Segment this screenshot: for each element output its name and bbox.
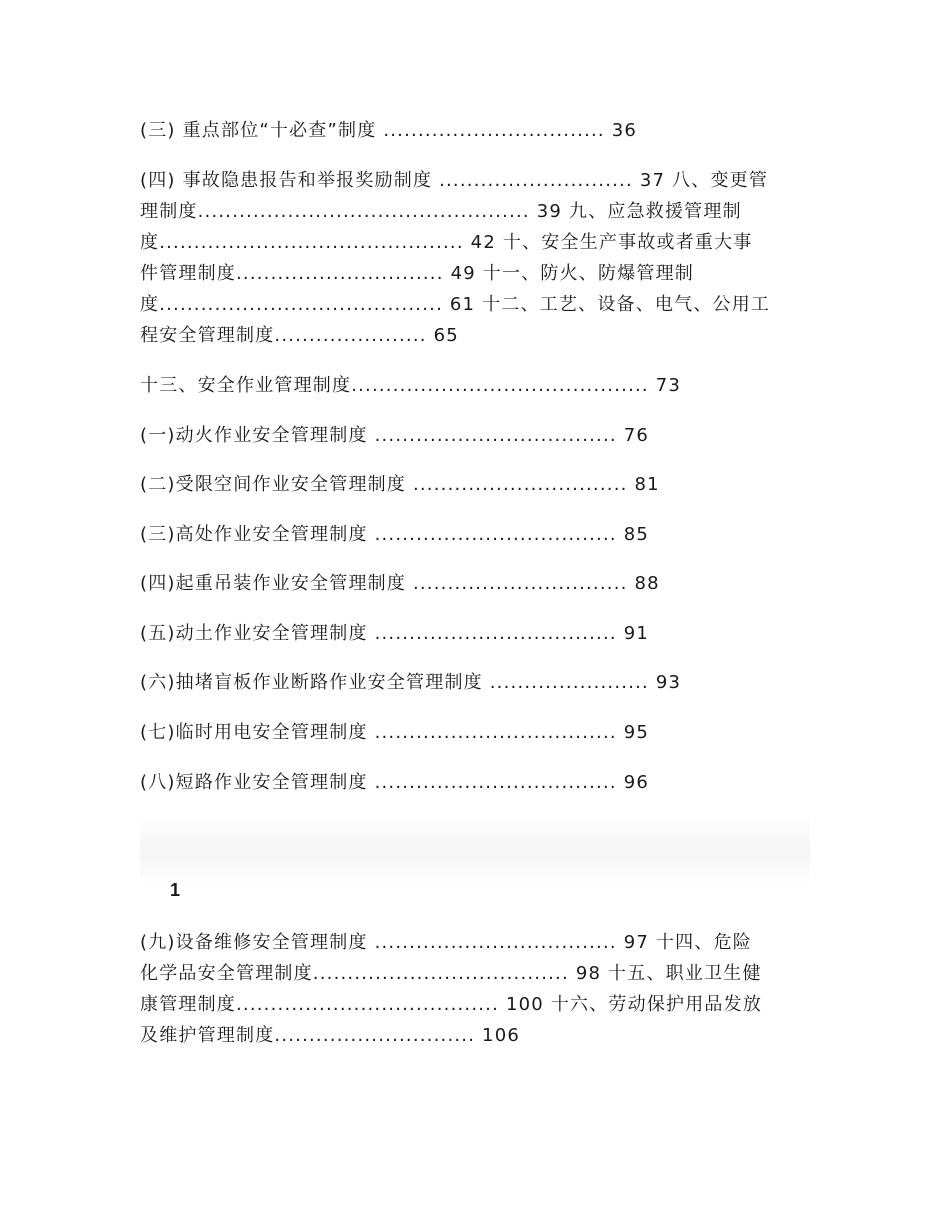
toc-entry: (六)抽堵盲板作业断路作业安全管理制度 ....................... 93 [140, 672, 682, 693]
toc-entry: (三)高处作业安全管理制度 ................................... 85 [140, 524, 650, 545]
toc-entry: (七)临时用电安全管理制度 ................................... 95 [140, 722, 650, 743]
toc-entry: 及维护管理制度............................. 106 [140, 1025, 521, 1046]
toc-entry: 十三、安全作业管理制度........................................... 73 [140, 375, 682, 396]
toc-entry: (九)设备维修安全管理制度 ................................... 97 十四、危险 [140, 932, 752, 953]
toc-entry: 程安全管理制度...................... 65 [140, 325, 459, 346]
toc-entry: (四) 事故隐患报告和举报奖励制度 ............................ 37 八、变更管 [140, 170, 769, 191]
toc-entry: (三) 重点部位“十必查”制度 ................................ 36 [140, 120, 638, 141]
page-break-band [140, 815, 810, 885]
page-number: 1 [170, 880, 181, 900]
toc-entry: (二)受限空间作业安全管理制度 ............................... 81 [140, 474, 660, 495]
toc-entry: (八)短路作业安全管理制度 ................................... 96 [140, 772, 650, 793]
toc-entry: 度......................................... 61 十二、工艺、设备、电气、公用工 [140, 294, 771, 315]
toc-entry: (五)动土作业安全管理制度 ................................... 91 [140, 623, 650, 644]
toc-entry: 化学品安全管理制度..................................... 98 十五、职业卫生健 [140, 963, 762, 984]
toc-entry: (四)起重吊装作业安全管理制度 ............................... 88 [140, 573, 660, 594]
toc-entry: 度............................................ 42 十、安全生产事故或者重大事 [140, 232, 753, 253]
toc-entry: 康管理制度...................................... 100 十六、劳动保护用品发放 [140, 994, 763, 1015]
toc-entry: 理制度................................................ 39 九、应急救援管理制 [140, 201, 742, 222]
toc-entry: 件管理制度.............................. 49 十一、防火、防爆管理制 [140, 263, 694, 284]
toc-entry: (一)动火作业安全管理制度 ................................... 76 [140, 425, 650, 446]
